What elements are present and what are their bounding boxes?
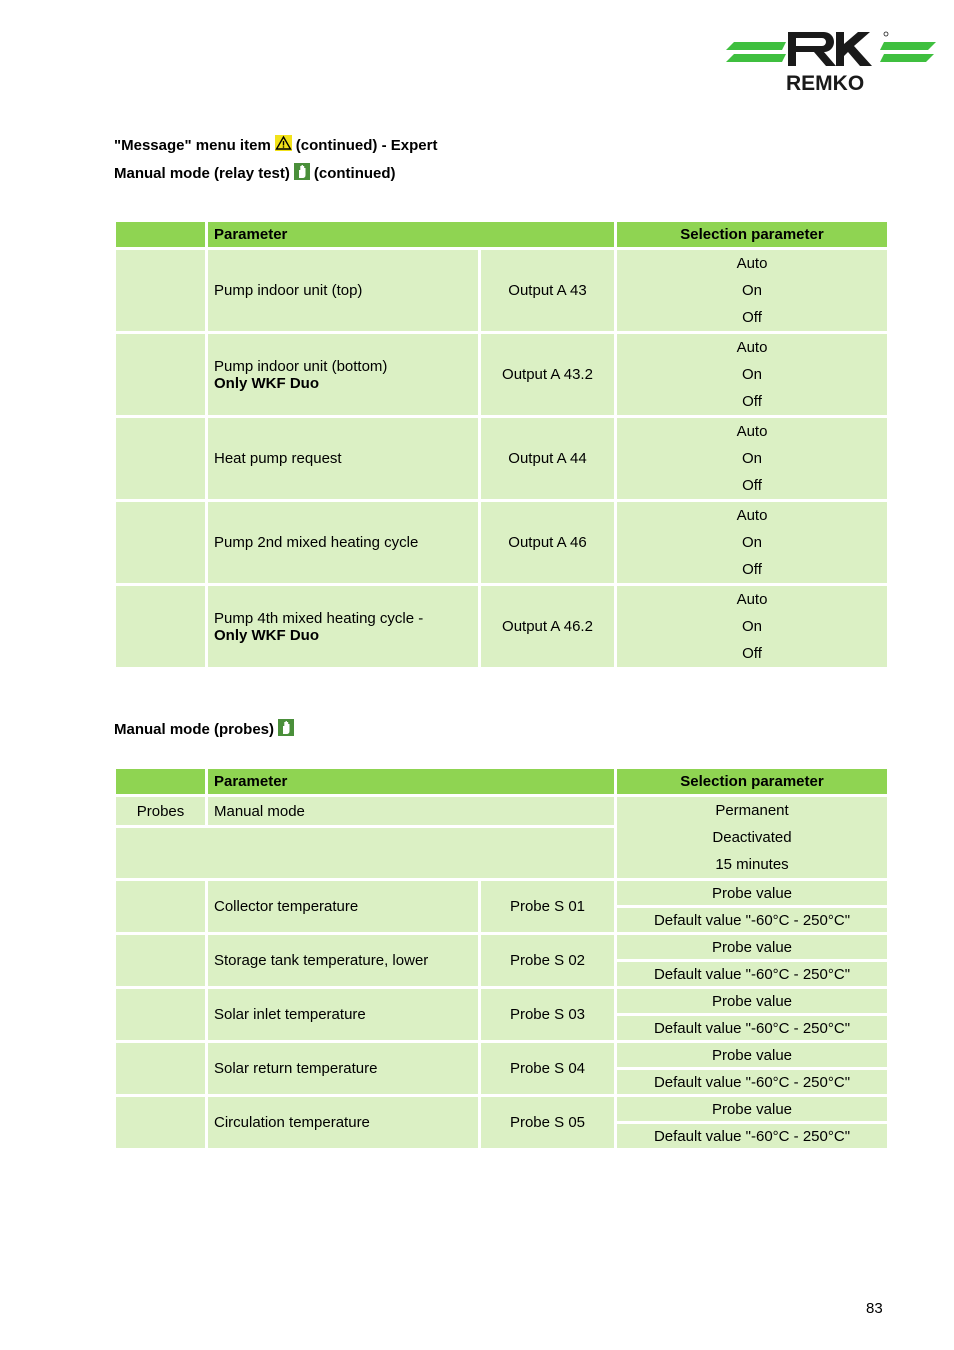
row-group: Probes [116,797,205,825]
heading-text: "Message" menu item [114,136,271,154]
row-default: Default value "-60°C - 250°C" [617,1016,887,1040]
hand-icon [278,719,294,741]
row-label: Circulation temperature [208,1097,478,1148]
option-auto: Auto [736,591,768,608]
table-row [116,881,887,905]
row-default: Default value "-60°C - 250°C" [617,1124,887,1148]
row-output: Output A 44 [481,418,614,499]
page-number: 83 [866,1300,883,1317]
row-group-cell [116,418,205,499]
row-group-cell [116,502,205,583]
table-row [116,1043,887,1067]
heading-suffix: (continued) [313,165,396,182]
heading-relay-test [114,163,396,185]
row-options [617,334,887,415]
row-group-cell [116,935,205,986]
probes-table [113,766,890,1151]
table-row [116,797,887,825]
row-output: Output A 43.2 [481,334,614,415]
option-off: Off [742,561,762,578]
row-group-cell [116,1043,205,1094]
header-empty-cell [116,769,205,794]
option-on: On [741,366,762,383]
row-group-cell [116,881,205,932]
row-output: Output A 46.2 [481,586,614,667]
table-row [116,586,887,667]
row-probe: Probe S 01 [481,881,614,932]
header-selection: Selection parameter [617,222,887,247]
row-note: Only WKF Duo [214,626,319,644]
row-label: Pump 2nd mixed heating cycle [214,534,419,551]
header-parameter: Parameter [208,769,614,794]
row-probe: Probe S 04 [481,1043,614,1094]
heading-text: Manual mode (relay test) [114,165,290,182]
row-label: Manual mode [208,797,614,825]
option-on: On [741,450,762,467]
row-probe: Probe S 03 [481,989,614,1040]
warning-icon [275,135,292,156]
option-15-minutes: 15 minutes [715,856,789,873]
option-off: Off [742,393,762,410]
table-row [116,502,887,583]
row-group-cell [116,989,205,1040]
row-group-cell [116,586,205,667]
option-off: Off [742,477,762,494]
row-probe: Probe S 02 [481,935,614,986]
option-on: On [741,282,762,299]
table-row [116,1097,887,1121]
row-output: Output A 43 [481,250,614,331]
spacer-cell [116,828,614,878]
remko-logo [724,28,938,94]
option-auto: Auto [736,339,768,356]
option-auto: Auto [736,423,768,440]
header-parameter: Parameter [208,222,614,247]
row-probe: Probe S 05 [481,1097,614,1148]
row-group-cell [116,334,205,415]
table-row [116,334,887,415]
table-row [116,418,887,499]
option-auto: Auto [736,255,768,272]
row-label: Collector temperature [208,881,478,932]
row-label: Pump indoor unit (bottom) [214,357,388,375]
option-on: On [741,534,762,551]
option-off: Off [742,645,762,662]
table-header-row [116,769,887,794]
option-permanent: Permanent [715,802,789,819]
option-deactivated: Deactivated [712,829,792,846]
row-options [617,418,887,499]
row-label-cell [208,418,478,499]
row-group-cell [116,1097,205,1148]
hand-icon [294,163,310,185]
row-output: Output A 46 [481,502,614,583]
heading-suffix: (continued) - Expert [295,136,438,154]
header-empty-cell [116,222,205,247]
row-default: Default value "-60°C - 250°C" [617,962,887,986]
table-header-row [116,222,887,247]
row-label-cell [208,250,478,331]
row-value: Probe value [617,1043,887,1067]
row-options [617,586,887,667]
option-auto: Auto [736,507,768,524]
heading-probes [114,719,298,741]
header-selection: Selection parameter [617,769,887,794]
option-on: On [741,618,762,635]
row-value: Probe value [617,881,887,905]
row-label: Storage tank temperature, lower [208,935,478,986]
heading-message-menu [114,135,437,156]
row-note: Only WKF Duo [214,374,319,392]
heading-text: Manual mode (probes) [114,721,275,738]
row-options [617,797,887,878]
row-default: Default value "-60°C - 250°C" [617,908,887,932]
table-row [116,250,887,331]
row-label: Pump indoor unit (top) [214,282,363,299]
row-options [617,502,887,583]
row-label: Solar return temperature [208,1043,478,1094]
relay-test-table [113,219,890,670]
logo-wordmark: REMKO [786,72,865,94]
option-off: Off [742,309,762,326]
row-label: Heat pump request [214,450,342,467]
row-options [617,250,887,331]
table-row [116,935,887,959]
row-label-cell [208,586,478,667]
row-label-cell [208,334,478,415]
row-label: Pump 4th mixed heating cycle - [214,609,424,627]
row-default: Default value "-60°C - 250°C" [617,1070,887,1094]
row-value: Probe value [617,1097,887,1121]
row-value: Probe value [617,989,887,1013]
table-row [116,989,887,1013]
row-label-cell [208,502,478,583]
row-value: Probe value [617,935,887,959]
row-group-cell [116,250,205,331]
row-label: Solar inlet temperature [208,989,478,1040]
